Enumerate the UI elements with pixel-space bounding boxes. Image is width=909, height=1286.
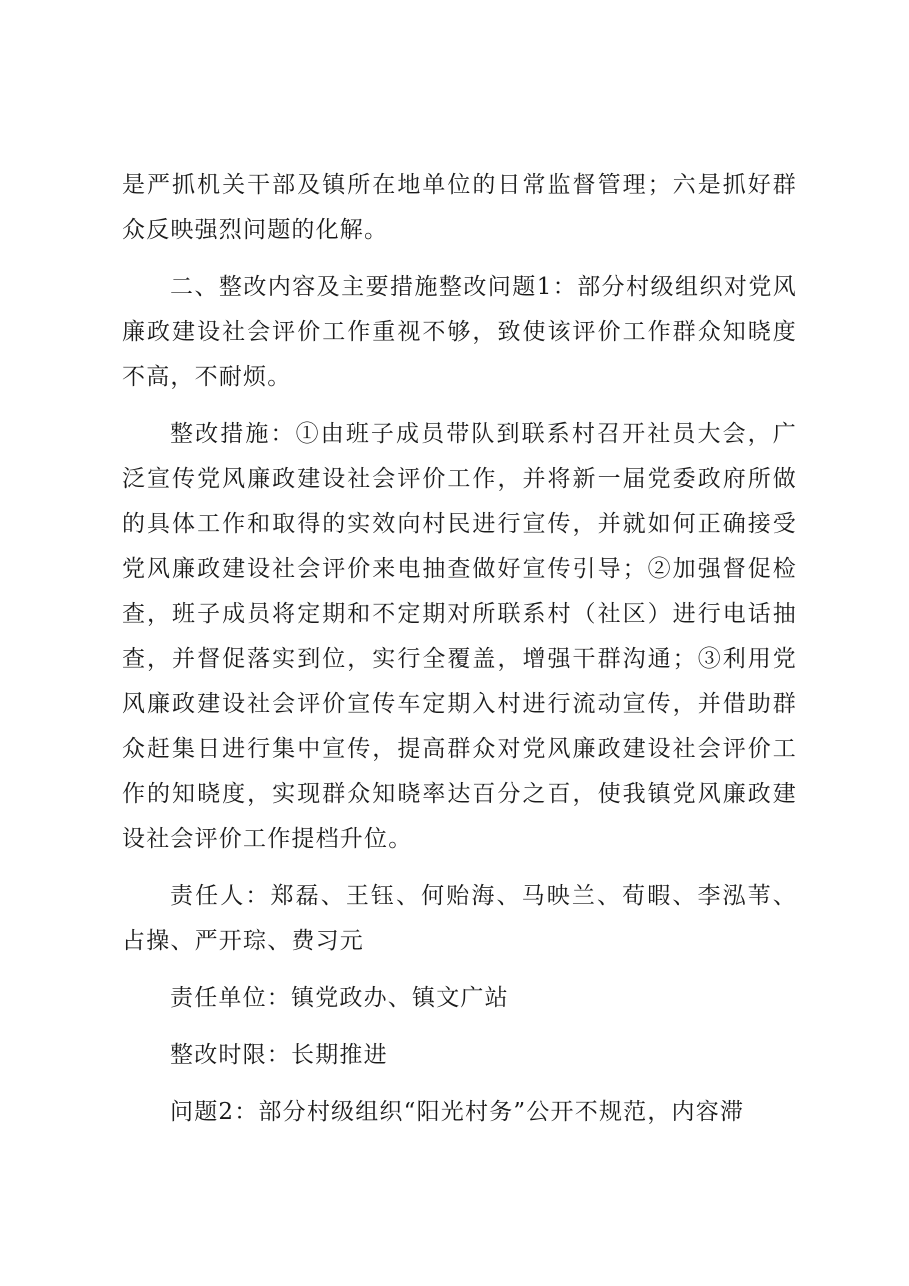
- paragraph-responsible-units: 责任单位：镇党政办、镇文广站: [170, 985, 509, 1011]
- document-body: [122, 163, 797, 1147]
- paragraph-responsible-persons: 责任人：郑磊、王钰、何贻海、马映兰、荀暇、李泓苇、占操、严开琮、费习元: [122, 883, 797, 954]
- paragraph-rectification-content: 二、整改内容及主要措施整改问题1：部分村级组织对党风廉政建设社会评价工作重视不够，致使该评价工作群众知晓度不高，不耐烦。: [122, 274, 797, 390]
- paragraph-rectification-measures: 整改措施：①由班子成员带队到联系村召开社员大会，广泛宣传党风廉政建设社会评价工作，并将新一届党委政府所做的具体工作和取得的实效向村民进行宣传，并就如何正确接受党风廉政建设社会评价来电抽查做好宣传引导；②加强督促检查，班子成员将定期和不定期对所联系村（社区）进行电话抽查，并督促落实到位，实行全覆盖，增强干群沟通；③利用党风廉政建设社会评价宣传车定期入村进行流动宣传，并借助群众赶集日进行集中宣传，提高群众对党风廉政建设社会评价工作的知晓度，实现群众知晓率达百分之百，使我镇党风廉政建设社会评价工作提档升位。: [122, 421, 797, 852]
- paragraph-continuation: 是严抓机关干部及镇所在地单位的日常监督管理；六是抓好群众反映强烈问题的化解。: [122, 172, 797, 243]
- paragraph-problem-2: 问题2：部分村级组织“阳光村务”公开不规范，内容滞: [170, 1099, 745, 1125]
- paragraph-deadline: 整改时限：长期推进: [170, 1042, 388, 1068]
